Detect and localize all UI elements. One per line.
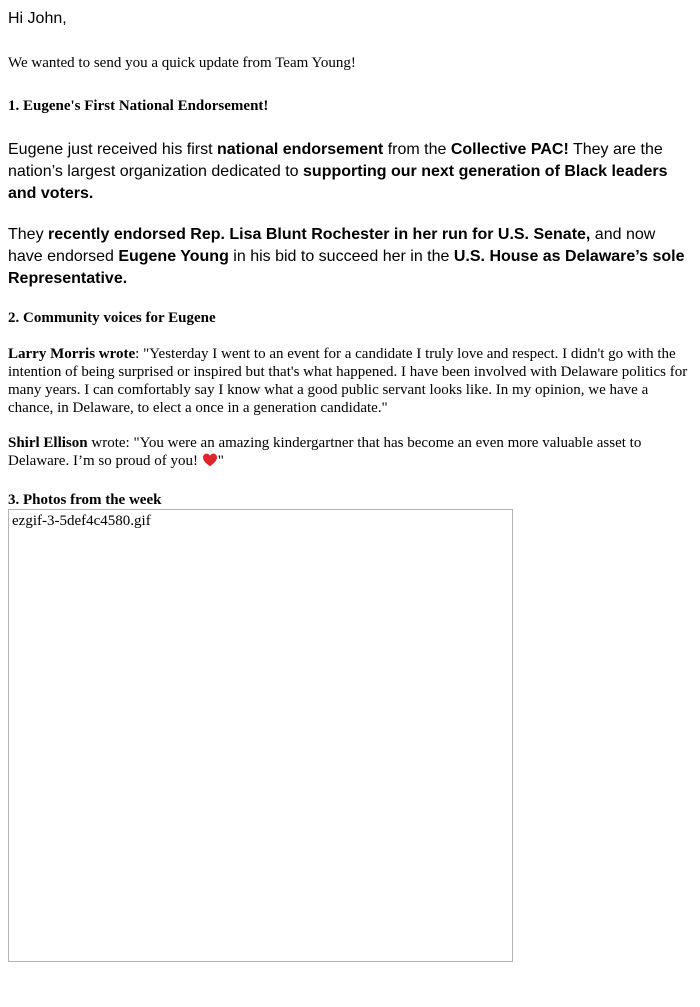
quote-author: Larry Morris wrote <box>8 346 136 362</box>
photo-gif-placeholder[interactable] <box>8 509 513 962</box>
quote-shirl-ellison <box>8 434 690 470</box>
image-alt-text: ezgif-3-5def4c4580.gif <box>12 513 151 529</box>
broken-image-alt <box>11 512 151 530</box>
quote-text: : "Yesterday I went to an event for a candidate I truly love and respect. I didn't go with the intention of being surprised or inspired but that's what happened. I have been involved with Delaware politics for many years. I can comfortably say I know what a good public servant looks like. In my opinion, we have a chance, in Delaware, to elect a once in a generation candidate." <box>8 346 688 416</box>
quote-closing: " <box>217 453 224 469</box>
intro-text: We wanted to send you a quick update from Team Young! <box>8 55 356 71</box>
endorsement-paragraph: Eugene just received his first national endorsement from the Collective PAC! They are the nation’s largest organization dedicated to supporting our next generation of Black leaders and voters. <box>8 141 668 202</box>
greeting: Hi John, <box>8 10 67 27</box>
red-heart-icon <box>202 452 218 468</box>
section1-heading: 1. Eugene's First National Endorsement! <box>8 98 269 114</box>
quote-author: Shirl Ellison <box>8 435 88 451</box>
section2-heading: 2. Community voices for Eugene <box>8 310 216 326</box>
endorsement-detail-paragraph: They recently endorsed Rep. Lisa Blunt Rochester in her run for U.S. Senate, and now have endorsed Eugene Young in his bid to succeed her in the U.S. House as Delaware’s sole Representative. <box>8 226 685 287</box>
section3-heading: 3. Photos from the week <box>8 492 162 508</box>
quote-larry-morris <box>8 345 690 417</box>
quote-text: wrote: "You were an amazing kindergartner that has become an even more valuable asset to Delaware. I’m so proud of you! <box>8 435 642 469</box>
